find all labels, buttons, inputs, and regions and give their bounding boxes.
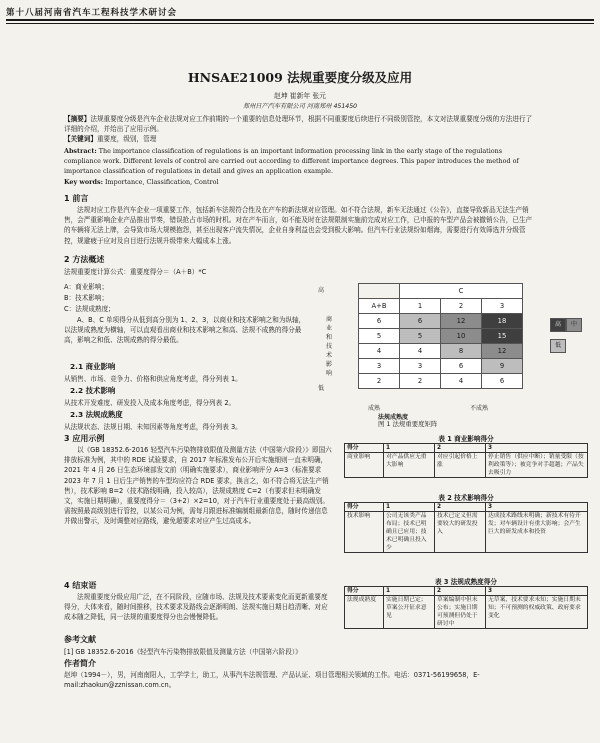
section-4-text: 法规重要度分级应用广泛，在不同阶段，应随市场、法规及技术要素变化而更新重要度得分，大体来看，随时间推移，技术要求及路线会逐渐明朗、法规实施日期日趋清晰、对应成本随之降低，同一法规的重要度得分也会慢慢降低。 [64, 593, 328, 622]
matrix-cell: 12 [482, 344, 523, 359]
matrix-cell: 4 [441, 374, 482, 389]
table-header-cell: 1 [384, 587, 435, 596]
figure-caption: 图 1 法规重要度矩阵 [378, 420, 438, 428]
matrix-col-label: 3 [482, 299, 523, 314]
matrix-cell: 15 [482, 329, 523, 344]
table-cell: 对应引起价格上涨 [435, 453, 486, 478]
section-1-text: 法规对应工作是汽车企业一项重要工作，包括新车法规符合性及在产车的新法规对应管理。如不符合法规，新车无法通过《公告》，直接导致新品无法生产销售，会严重影响企业产品推出节奏，错误抢占市场的时机。对在产车而言，如不能及时在法规限制实施前完成对应工作，已申报的车型产品会被撤销公告，已生产的车辆将无法上牌，会导致市场大规模抱怨，甚至出现客户流失情况，企业自身利益也会受到极大影响。但汽车行业法规纷如烟海，需要进行有效筛选并分级管控，规避疲于应对及自目进行法规升级带来大幅成本上涨。 [64, 206, 533, 245]
section-3-heading: 3 应用示例 [64, 434, 105, 443]
matrix-corner: A+B [359, 299, 400, 314]
y-axis-top-label: 高 [318, 287, 325, 294]
y-axis-bottom-label: 低 [318, 385, 325, 392]
matrix-cell: 8 [441, 344, 482, 359]
abstract-cn-label: 【摘要】 [64, 115, 91, 123]
matrix-cell: 4 [400, 344, 441, 359]
formula: 法规重要度计算公式：重要度得分＝（A＋B）*C [64, 268, 207, 276]
keywords-en-label: Key words: [64, 177, 103, 186]
keywords-en: Importance, Classification, Control [105, 177, 219, 186]
section-2-1-heading: 2.1 商业影响 [70, 362, 116, 371]
matrix-cell: 2 [400, 374, 441, 389]
table-header-cell: 1 [384, 503, 435, 512]
matrix-row-label: 3 [359, 359, 400, 374]
references-heading: 参考文献 [64, 635, 96, 644]
matrix-row-label: 2 [359, 374, 400, 389]
table-header-cell: 得分 [345, 587, 384, 596]
section-2-3-heading: 2.3 法规成熟度 [70, 410, 123, 419]
table-row-label: 法规成熟度 [345, 596, 384, 629]
matrix-cell: 5 [400, 329, 441, 344]
abstract-cn-text: 法规重要度分级是汽车企业法规对应工作前期的一个重要的信息处理环节，根据不同重要度后续进行不同级别管控，本文对法规重要度分级的方法进行了详细的介绍，并给出了应用示例。 [64, 115, 533, 134]
matrix-row-label: 6 [359, 314, 400, 329]
reference-1: [1] GB 18352.6-2016《轻型汽车污染物排放限值及测量方法（中国第六阶段）》 [64, 648, 302, 656]
table-row-label: 技术影响 [345, 512, 384, 553]
table-header-cell: 得分 [345, 503, 384, 512]
table-cell: 草案编制中但未公布；实施日期可预测但仍处于研讨中 [435, 596, 486, 629]
table-cell: 实施日期已定；草案公开征求意见 [384, 596, 435, 629]
paper-affiliation: 郑州日产汽车有限公司 河南郑州 451450 [242, 103, 358, 110]
abstract-en-label: Abstract: [64, 147, 97, 155]
x-axis-right-label: 不成熟 [470, 405, 489, 412]
table-cell: 对产品供应无重大影响 [384, 453, 435, 478]
header-rule-thin [6, 23, 594, 24]
table-header-cell: 2 [435, 587, 486, 596]
paper-title: HNSAE21009 法规重要度分级及应用 [187, 70, 413, 85]
legend-mid: 中 [566, 318, 582, 332]
table-2-caption: 表 2 技术影响得分 [438, 494, 494, 502]
table-2 [344, 502, 588, 553]
keywords-cn: 重要度，级别，管理 [96, 135, 157, 144]
matrix-cell: 9 [482, 359, 523, 374]
matrix-row-label: 4 [359, 344, 400, 359]
table-cell: 技术已定义但需要较大的研发投入 [435, 512, 486, 553]
matrix-col-label: 1 [400, 299, 441, 314]
table-header-cell: 得分 [345, 444, 384, 453]
item-a: A：商业影响； [64, 283, 109, 291]
section-3-text: 以《GB 18352.6-2016 轻型汽车污染物排放限值及测量方法（中国第六阶段）》即国六排放标准为例，其中的 RDE 试验要求，自 2017 年标准发布公开后实施细则一直未明确，2021 年 4 月 26 日生态环境部发文前（明确实施要求），商业影响评分 A=3（标准要求 2023 年 7 月 1 日后生产销售的车型均应符合 RDE 要求，换言之，如不符合将无法生产销售），技术影响 B=2（技术路线明确，投入较高），法规成熟度 C=2（有要求但未明确发文，实施日期明确），重要度得分＝（3+2）×2=10，对于汽车行业重要度处于最高级别。需按照最高级别进行管控，以某公司为例，需每月跟进标准编制组最新信息，随时传递信息并做出警示，及时调整对应路线，避免超要求对应产生过高成本。 [64, 446, 332, 526]
matrix-cell: 6 [482, 374, 523, 389]
keywords-cn-label: 【关键词】 [64, 135, 97, 144]
table-header-cell: 3 [486, 444, 588, 453]
bio-heading: 作者简介 [64, 659, 96, 668]
bio-text: 赵坤（1994－），男，河南南阳人，工学学士，助工，从事汽车法规管理、产品认证、项目管理相关领域的工作。电话：0371-56199658，E-mail:zhaokun@zznissan.com.cn。 [64, 671, 480, 690]
x-axis-title: 法规成熟度 [378, 414, 409, 421]
table-cell: 停止销售（供应中断）；销量受限（按利政策等）；被竞争对手超越；产品失去吸引力 [486, 453, 588, 478]
abstract-cn [64, 114, 536, 145]
paper-authors: 赵坤 崔新年 张元 [274, 92, 326, 100]
matrix-cell: 6 [441, 359, 482, 374]
table-header-cell: 1 [384, 444, 435, 453]
table-header-cell: 3 [486, 503, 588, 512]
table-1-caption: 表 1 商业影响得分 [438, 435, 494, 443]
item-c: C：法规成熟度； [64, 305, 115, 313]
x-axis-left-label: 成熟 [368, 405, 381, 412]
section-2-2-text: 从技术开发难度、研发投入及成本角度考虑，得分列表 2。 [64, 399, 236, 407]
table-cell: 公司无该类产品布局；技术已明确且已应用；技术已明确且投入少 [384, 512, 435, 553]
section-2-3-text: 从法规状态、法规日期、未知因素等角度考虑，得分列表 3。 [64, 423, 242, 431]
table-cell: 达成技术路线未明确；新技术有待开发；对车辆设计有重大影响；会产生巨大的研发成本和投资 [486, 512, 588, 553]
matrix-col-header: C [400, 284, 523, 299]
abstract-en [64, 146, 536, 187]
matrix-cell: 6 [400, 314, 441, 329]
importance-matrix-figure [318, 283, 588, 423]
legend-high: 高 [550, 318, 566, 332]
matrix-cell: 3 [400, 359, 441, 374]
y-axis-title: 商业和技术影响 [326, 316, 333, 377]
matrix-cell: 10 [441, 329, 482, 344]
running-header: 第十八届河南省汽车工程科技学术研讨会 [6, 8, 178, 18]
section-1-heading: 1 前言 [64, 194, 89, 203]
header-rule [6, 19, 594, 21]
table-header-cell: 3 [486, 587, 588, 596]
item-b: B：技术影响； [64, 294, 109, 302]
abstract-en-text: The importance classification of regulations is an important information processing link in the early stage of the regulations compliance work. Different levels of control are carried out according to different importance degrees. This paper introduces the method of importance classification of regulations in detail and gives an application example. [64, 147, 519, 176]
section-2-2-heading: 2.2 技术影响 [70, 386, 116, 395]
legend-low: 低 [550, 339, 566, 353]
section-4-heading: 4 结束语 [64, 581, 97, 590]
matrix-table [358, 283, 523, 389]
table-row-label: 商业影响 [345, 453, 384, 478]
matrix-legend [550, 311, 588, 353]
table-cell: 无草案，技术要求未知；实施日期未知；不可预测的权威政策、政府要求变化 [486, 596, 588, 629]
table-1 [344, 443, 588, 478]
matrix-col-label: 2 [441, 299, 482, 314]
section-2-1-text: 从销售、市场、竞争力、价格和供应角度考虑，得分列表 1。 [64, 375, 242, 383]
matrix-cell: 18 [482, 314, 523, 329]
section-2-heading: 2 方法概述 [64, 255, 105, 264]
matrix-cell: 12 [441, 314, 482, 329]
section-2-desc: A、B、C 单项得分从低到高分别为 1、2、3，以商业和技术影响之和为纵轴，以法规成熟度为横轴，可以直观看出商业和技术影响之和高、法规不成熟的得分最高，影响之和低、法规成熟的得分最低。 [64, 316, 306, 345]
matrix-row-label: 5 [359, 329, 400, 344]
table-header-cell: 2 [435, 444, 486, 453]
table-header-cell: 2 [435, 503, 486, 512]
table-3 [344, 586, 588, 629]
table-3-caption: 表 3 法规成熟度得分 [435, 578, 497, 586]
